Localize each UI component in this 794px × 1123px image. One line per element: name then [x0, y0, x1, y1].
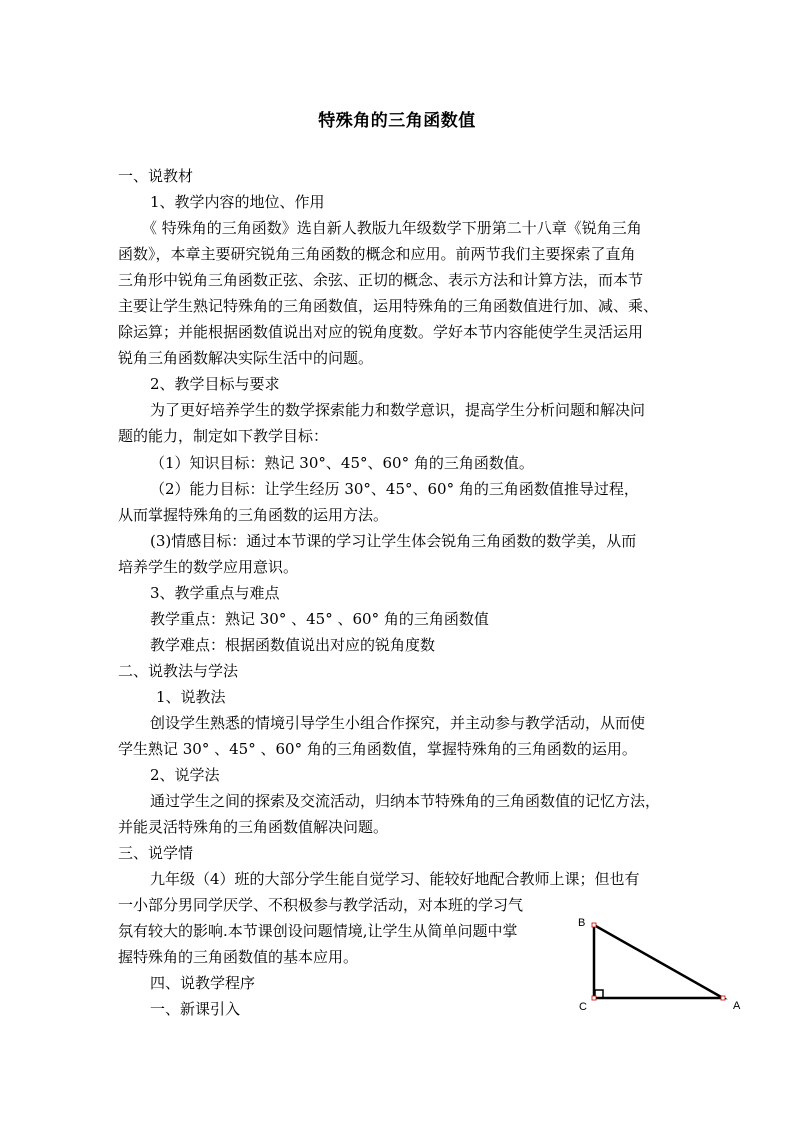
- paragraph-line: 创设学生熟悉的情境引导学生小组合作探究，并主动参与教学活动，从而使: [150, 714, 646, 732]
- paragraph-line: 教学难点：根据函数值说出对应的锐角度数: [150, 636, 436, 654]
- subheading: 3、教学重点与难点: [150, 584, 280, 602]
- paragraph-line: 题的能力，制定如下教学目标：: [118, 427, 329, 445]
- paragraph-line: 三角形中锐角三角函数正弦、余弦、正切的概念、表示方法和计算方法，而本节: [118, 271, 644, 289]
- paragraph-line: 通过学生之间的探索及交流活动，归纳本节特殊角的三角函数值的记忆方法，: [150, 792, 661, 810]
- paragraph-line: 学生熟记 30° 、45° 、60° 角的三角函数值，掌握特殊角的三角函数的运用。: [118, 740, 637, 758]
- paragraph-line: (3)情感目标：通过本节课的学习让学生体会锐角三角函数的数学美，从而: [150, 532, 637, 550]
- vertex-b-point: [592, 923, 596, 927]
- paragraph-line: 为了更好培养学生的数学探索能力和数学意识，提高学生分析问题和解决问: [150, 401, 646, 419]
- section-heading-2: 二、说教法与学法: [118, 662, 239, 680]
- paragraph-line: 锐角三角函数解决实际生活中的问题。: [118, 349, 374, 367]
- subheading: 1、说教法: [156, 688, 226, 706]
- paragraph-line: 除运算；并能根据函数值说出对应的锐角度数。学好本节内容能使学生灵活运用: [118, 323, 644, 341]
- paragraph-line: 函数》，本章主要研究锐角三角函数的概念和应用。前两节我们主要探索了直角: [118, 245, 636, 263]
- vertex-a-point: [721, 996, 725, 1000]
- paragraph-line: 教学重点：熟记 30° 、45° 、60° 角的三角函数值: [150, 610, 489, 628]
- subheading: 2、教学目标与要求: [150, 375, 280, 393]
- paragraph-line: （2）能力目标：让学生经历 30°、45°、60° 角的三角函数值推导过程，: [150, 480, 639, 498]
- right-triangle-figure: [570, 905, 750, 1020]
- section-heading-3: 三、说学情: [118, 844, 194, 862]
- vertex-b-label: B: [578, 917, 586, 929]
- paragraph-line: 从而掌握特殊角的三角函数的运用方法。: [118, 506, 389, 524]
- paragraph-line: 《 特殊角的三角函数》选自新人教版九年级数学下册第二十八章《锐角三角: [142, 219, 642, 237]
- paragraph-line: 一小部分男同学厌学、不积极参与教学活动，对本班的学习气: [118, 896, 524, 914]
- paragraph-line: 主要让学生熟记特殊角的三角函数值，运用特殊角的三角函数值进行加、减、乘、: [118, 297, 659, 315]
- triangle-abc: [594, 925, 723, 998]
- section-heading-4: 四、说教学程序: [150, 974, 256, 992]
- paragraph-line: 九年级（4）班的大部分学生能自觉学习、能较好地配合教师上课；但也有: [150, 870, 640, 888]
- paragraph-line: 并能灵活特殊角的三角函数值解决问题。: [118, 818, 389, 836]
- vertex-c-label: C: [579, 1001, 587, 1013]
- paragraph-line: （1）知识目标：熟记 30°、45°、60° 角的三角函数值。: [150, 454, 534, 472]
- subheading: 一、新课引入: [150, 1000, 241, 1018]
- document-title: 特殊角的三角函数值: [318, 111, 476, 131]
- paragraph-line: 氛有较大的影响.本节课创设问题情境,让学生从简单问题中掌: [118, 922, 518, 940]
- vertex-c-point: [592, 996, 596, 1000]
- vertex-a-label: A: [733, 1000, 741, 1012]
- paragraph-line: 握特殊角的三角函数值的基本应用。: [118, 948, 359, 966]
- paragraph-line: 培养学生的数学应用意识。: [118, 558, 299, 576]
- subheading: 1、教学内容的地位、作用: [150, 193, 325, 211]
- subheading: 2、说学法: [150, 766, 220, 784]
- section-heading-1: 一、说教材: [118, 167, 194, 185]
